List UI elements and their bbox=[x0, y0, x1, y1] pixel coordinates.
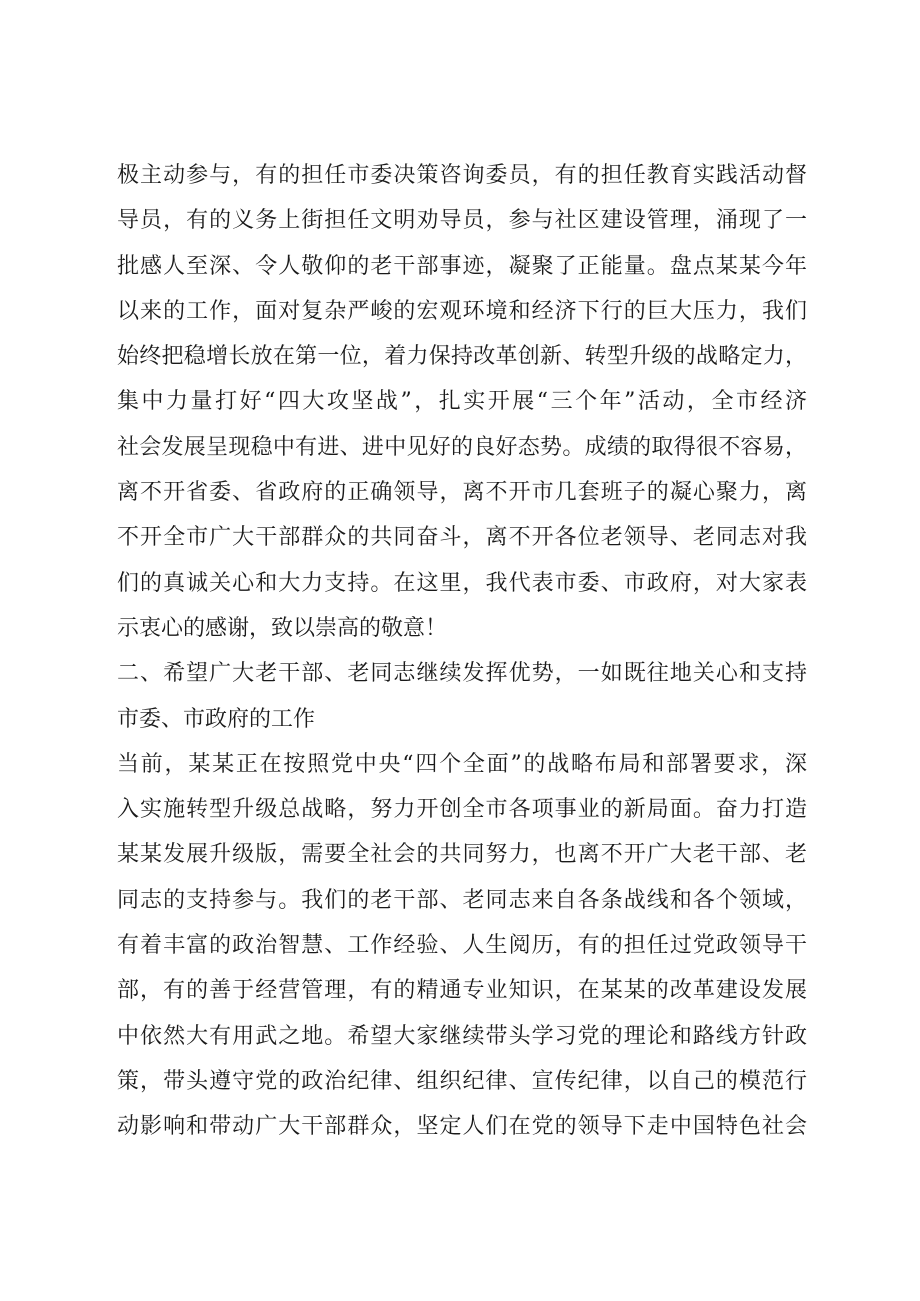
text-line: 动影响和带动广大干部群众，坚定人们在党的领导下走中国特色社会 bbox=[117, 1114, 807, 1140]
section-heading-line: 市委、市政府的工作 bbox=[117, 706, 316, 732]
text-line: 社会发展呈现稳中有进、进中见好的良好态势。成绩的取得很不容易， bbox=[117, 434, 807, 460]
text-line: 极主动参与，有的担任市委决策咨询委员，有的担任教育实践活动督 bbox=[117, 163, 807, 188]
text-line: 有着丰富的政治智慧、工作经验、人生阅历，有的担任过党政领导干 bbox=[117, 933, 807, 959]
text-line: 同志的支持参与。我们的老干部、老同志来自各条战线和各个领域， bbox=[117, 887, 807, 913]
text-line: 批感人至深、令人敬仰的老干部事迹，凝聚了正能量。盘点某某今年 bbox=[117, 253, 807, 279]
text-line: 导员，有的义务上街担任文明劝导员，参与社区建设管理，涌现了一 bbox=[117, 208, 807, 234]
text-line: 离不开省委、省政府的正确领导，离不开市几套班子的凝心聚力，离 bbox=[117, 480, 807, 506]
text-line: 中依然大有用武之地。希望大家继续带头学习党的理论和路线方针政 bbox=[117, 1023, 807, 1049]
text-line: 以来的工作，面对复杂严峻的宏观环境和经济下行的巨大压力，我们 bbox=[117, 298, 807, 324]
text-line: 某某发展升级版，需要全社会的共同努力，也离不开广大老干部、老 bbox=[117, 842, 807, 868]
text-line: 策，带头遵守党的政治纪律、组织纪律、宣传纪律，以自己的模范行 bbox=[117, 1068, 807, 1094]
text-line: 部，有的善于经营管理，有的精通专业知识，在某某的改革建设发展 bbox=[117, 978, 807, 1004]
document-body bbox=[117, 153, 807, 1150]
text-line: 示衷心的感谢，致以崇高的敬意！ bbox=[117, 615, 448, 641]
text-line: 集中力量打好“四大攻坚战”，扎实开展“三个年”活动，全市经济 bbox=[117, 389, 807, 415]
text-line: 当前，某某正在按照党中央“四个全面”的战略布局和部署要求，深 bbox=[117, 751, 807, 777]
text-line: 们的真诚关心和大力支持。在这里，我代表市委、市政府，对大家表 bbox=[117, 570, 807, 596]
text-line: 始终把稳增长放在第一位，着力保持改革创新、转型升级的战略定力， bbox=[117, 344, 807, 370]
text-line: 入实施转型升级总战略，努力开创全市各项事业的新局面。奋力打造 bbox=[117, 797, 807, 823]
text-line: 不开全市广大干部群众的共同奋斗，离不开各位老领导、老同志对我 bbox=[117, 525, 807, 551]
section-heading-line: 二、希望广大老干部、老同志继续发挥优势，一如既往地关心和支持 bbox=[117, 661, 807, 687]
